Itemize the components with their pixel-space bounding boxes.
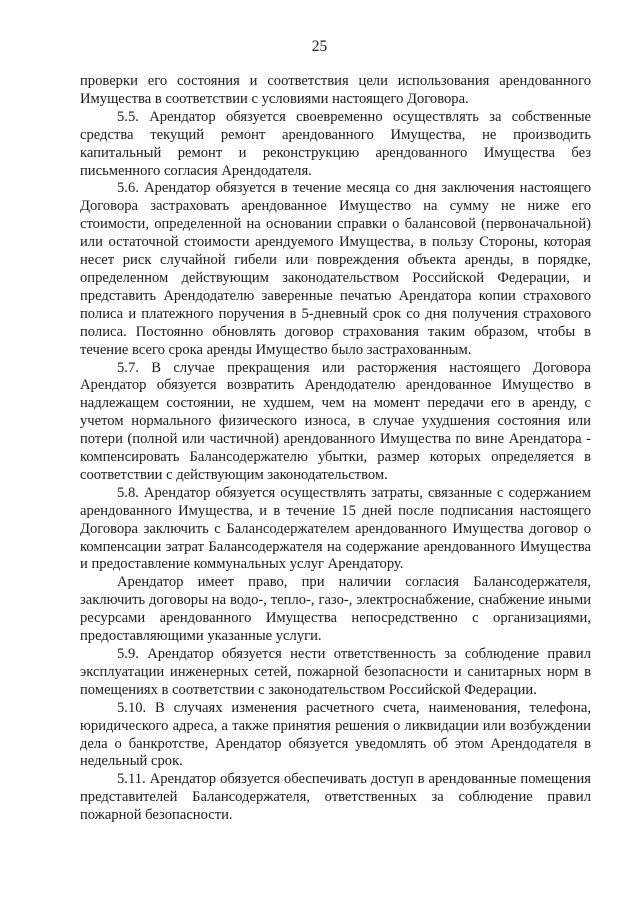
paragraph-5-8: 5.8. Арендатор обязуется осуществлять затраты, связанные с содержанием арендованного Имущества, и в течение 15 дней после подписания настоящего Договора заключить с Балансодержателем арендованного Имущества договор о компенсации затрат Балансодержателя на содержание арендованного Имущества и предоставление коммунальных услуг Арендатору. bbox=[80, 484, 591, 573]
paragraph-5-9: 5.9. Арендатор обязуется нести ответственность за соблюдение правил эксплуатации инженерных сетей, пожарной безопасности и санитарных норм в помещениях в соответствии с законодательством Российской Федерации. bbox=[80, 646, 591, 698]
paragraph-5-5: 5.5. Арендатор обязуется своевременно осуществлять за собственные средства текущий ремонт арендованного Имущества, не производить капитальный ремонт и реконструкцию арендованного Имущества без письменного согласия Арендодателя. bbox=[80, 108, 591, 179]
paragraph-tenant-right: Арендатор имеет право, при наличии согласия Балансодержателя, заключить договоры на водо-, тепло-, газо-, электроснабжение, снабжение иными ресурсами арендованного Имущества непосредственно с организациями, предоставляющими указанные услуги. bbox=[80, 574, 591, 645]
paragraph-continuation: проверки его состояния и соответствия цели использования арендованного Имущества в соответствии с условиями настоящего Договора. bbox=[80, 73, 591, 107]
paragraph-5-10: 5.10. В случаях изменения расчетного счета, наименования, телефона, юридического адреса, а также принятия решения о ликвидации или возбуждении дела о банкротстве, Арендатор обязуется уведомлять об этом Арендодателя в недельный срок. bbox=[80, 699, 591, 770]
paragraph-5-11: 5.11. Арендатор обязуется обеспечивать доступ в арендованные помещения представителей Балансодержателя, ответственных за соблюдение правил пожарной безопасности. bbox=[80, 771, 591, 824]
paragraph-5-6: 5.6. Арендатор обязуется в течение месяца со дня заключения настоящего Договора застраховать арендованное Имущество на сумму не ниже его стоимости, определенной на основании справки о балансовой (первоначальной) или остаточной стоимости арендуемого Имущества, в пользу Стороны, которая несет риск случайной гибели или повреждения объекта аренды, в порядке, определенном действующим законодательством Российской Федерации, и представить Арендодателю заверенные печатью Арендатора копии страхового полиса и платежного поручения в 5-дневный срок со дня получения страхового полиса. Постоянно обновлять договор страхования таким образом, чтобы в течение всего срока аренды Имущество было застрахованным. bbox=[80, 180, 591, 358]
page-number: 25 bbox=[311, 38, 328, 55]
paragraph-5-7: 5.7. В случае прекращения или расторжения настоящего Договора Арендатор обязуется возвратить Арендодателю арендованное Имущество в надлежащем состоянии, не худшем, чем на момент передачи его в аренду, с учетом нормального физического износа, в случае ухудшения состояния или потери (полной или частичной) арендованного Имущества по вине Арендатора - компенсировать Балансодержателю убытки, размер которых определяется в соответствии с действующим законодательством. bbox=[80, 359, 591, 483]
document-body bbox=[80, 73, 591, 825]
